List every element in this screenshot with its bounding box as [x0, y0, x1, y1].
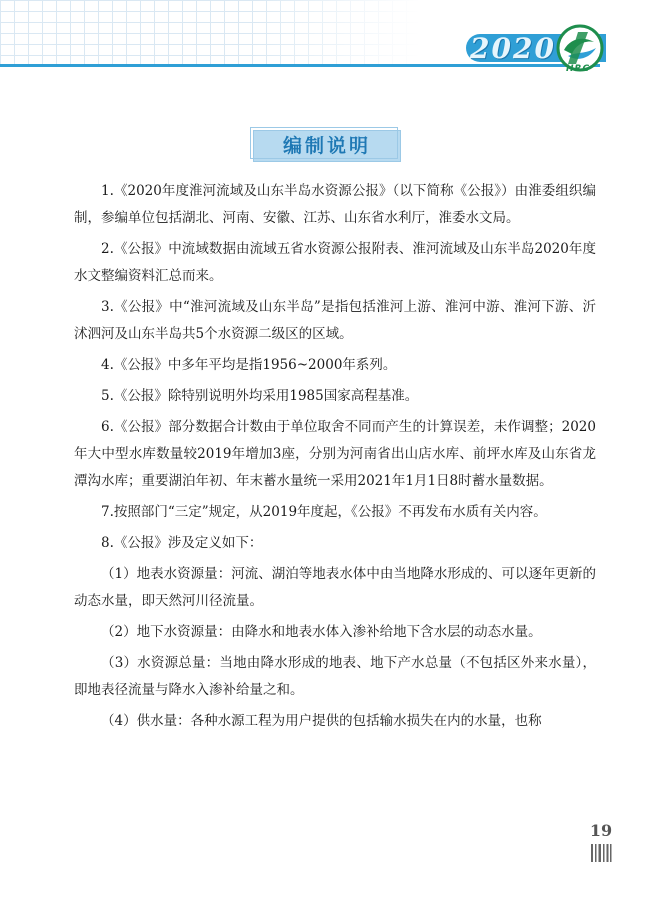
- section-title-box: [253, 130, 401, 162]
- paragraph-4: 4.《公报》中多年平均是指1956~2000年系列。: [101, 357, 397, 373]
- paragraph-3: 3.《公报》中“淮河流域及山东半岛”是指包括淮河上游、淮河中游、淮河下游、沂沭泗河及山东半岛共5个水资源二级区的区域。: [74, 299, 596, 342]
- definition-1: （1）地表水资源量：河流、湖泊等地表水体中由当地降水形成的、可以逐年更新的动态水量，即天然河川径流量。: [74, 566, 596, 609]
- barcode-decoration-icon: [590, 844, 612, 862]
- paragraph-6: 6.《公报》部分数据合计数由于单位取舍不同而产生的计算误差，未作调整；2020年大中型水库数量较2019年增加3座，分别为河南省出山店水库、前坪水库及山东省龙潭沟水库；重要湖泊年初、年末蓄水量统一采用2021年1月1日8时蓄水量数据。: [74, 419, 596, 489]
- paragraph-2: 2.《公报》中流域数据由流域五省水资源公报附表、淮河流域及山东半岛2020年度水文整编资料汇总而来。: [74, 241, 596, 284]
- page-number: 19: [589, 821, 613, 840]
- header-year: 2020: [470, 32, 556, 65]
- paragraph-1: 1.《2020年度淮河流域及山东半岛水资源公报》（以下简称《公报》）由淮委组织编制，参编单位包括湖北、河南、安徽、江苏、山东省水利厅，淮委水文局。: [74, 183, 596, 226]
- page-header: [0, 0, 658, 80]
- paragraph-8: 8.《公报》涉及定义如下：: [101, 535, 263, 551]
- definition-2: （2）地下水资源量：由降水和地表水体入渗补给地下含水层的动态水量。: [101, 624, 542, 640]
- body-text: [74, 178, 596, 739]
- page-number-box: [587, 820, 615, 864]
- logo-label: HRC: [566, 64, 591, 74]
- paragraph-7: 7.按照部门“三定”规定，从2019年度起，《公报》不再发布水质有关内容。: [101, 504, 547, 520]
- paragraph-5: 5.《公报》除特别说明外均采用1985国家高程基准。: [101, 388, 419, 404]
- section-title: 编制说明: [282, 135, 371, 157]
- definition-4: （4）供水量：各种水源工程为用户提供的包括输水损失在内的水量，也称: [101, 713, 542, 729]
- definition-3: （3）水资源总量：当地由降水形成的地表、地下产水总量（不包括区外来水量），即地表径流量与降水入渗补给量之和。: [74, 655, 596, 698]
